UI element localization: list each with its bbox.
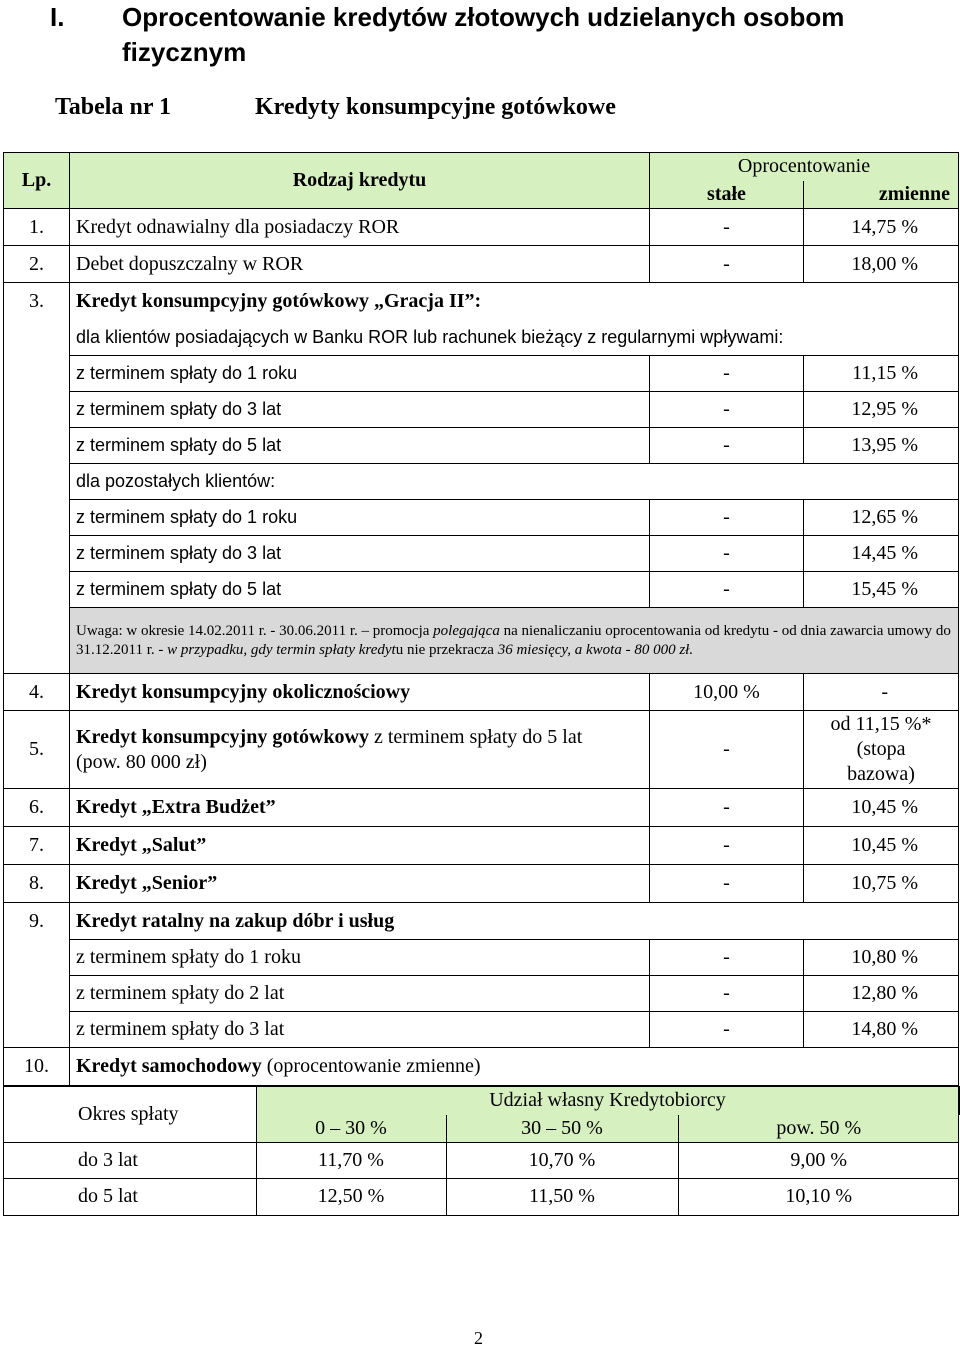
row-lp: 10. xyxy=(4,1048,70,1086)
row-zmienne: 10,45 % xyxy=(804,789,959,827)
header-lp: Lp. xyxy=(4,153,70,209)
table-row xyxy=(4,940,959,976)
row-name: z terminem spłaty do 5 lat xyxy=(70,428,650,464)
row-zmienne: 13,95 % xyxy=(804,428,959,464)
row-name: Kredyt „Salut” xyxy=(70,827,650,865)
row-zmienne: 10,45 % xyxy=(804,827,959,865)
row-lp: 6. xyxy=(4,789,70,827)
row-name: Kredyt konsumpcyjny gotówkowy „Gracja II”: xyxy=(70,283,959,320)
row-stale: - xyxy=(650,865,804,903)
table-row xyxy=(4,572,959,608)
table-row xyxy=(4,1012,959,1048)
group-label: dla pozostałych klientów: xyxy=(70,464,959,500)
row-stale: - xyxy=(650,940,804,976)
row-stale: - xyxy=(650,536,804,572)
header-rodzaj: Rodzaj kredytu xyxy=(70,153,650,209)
table-row xyxy=(4,209,959,246)
table-row xyxy=(4,246,959,283)
table-row xyxy=(4,500,959,536)
row-name: Kredyt „Extra Budżet” xyxy=(70,789,650,827)
row-stale: - xyxy=(650,572,804,608)
header-oprocentowanie: Oprocentowanie xyxy=(650,153,959,181)
table-row xyxy=(4,827,959,865)
table-row xyxy=(4,865,959,903)
row-name: Kredyt konsumpcyjny okolicznościowy xyxy=(70,674,650,711)
row-lp: 1. xyxy=(4,209,70,246)
row-name: Kredyt odnawialny dla posiadaczy ROR xyxy=(70,209,650,246)
row-lp: 5. xyxy=(4,711,70,789)
group-label: dla klientów posiadających w Banku ROR lub rachunek bieżący z regularnymi wpływami: xyxy=(70,320,959,356)
table-title: Kredyty konsumpcyjne gotówkowe xyxy=(255,94,616,120)
udzial-header: Udział własny Kredytobiorcy xyxy=(256,1087,959,1115)
row-name: z terminem spłaty do 5 lat xyxy=(70,572,650,608)
row-lp: 4. xyxy=(4,674,70,711)
row-name: Kredyt konsumpcyjny gotówkowy z terminem spłaty do 5 lat (pow. 80 000 zł) xyxy=(70,711,650,789)
row-zmienne: 12,95 % xyxy=(804,392,959,428)
row-stale: - xyxy=(650,356,804,392)
row-lp: 9. xyxy=(4,903,70,940)
row-stale: - xyxy=(650,827,804,865)
header-zmienne: zmienne xyxy=(804,181,959,209)
table-row xyxy=(4,428,959,464)
row-zmienne: 12,80 % xyxy=(804,976,959,1012)
page-number: 2 xyxy=(474,1328,483,1348)
table-row xyxy=(4,356,959,392)
row-zmienne: 14,75 % xyxy=(804,209,959,246)
header-stale: stałe xyxy=(650,181,804,209)
row-lp: 7. xyxy=(4,827,70,865)
table-row xyxy=(4,392,959,428)
row-name: Kredyt samochodowy (oprocentowanie zmienne) xyxy=(70,1048,959,1086)
okres-header: Okres spłaty xyxy=(4,1087,256,1143)
row-stale: - xyxy=(650,500,804,536)
row-okres: do 5 lat xyxy=(4,1179,256,1215)
row-value: 10,10 % xyxy=(678,1179,959,1215)
promo-note: Uwaga: w okresie 14.02.2011 r. - 30.06.2011 r. – promocja polegająca na nienaliczaniu oprocentowania od kredytu - od dnia zawarcia umowy do 31.12.2011 r. - w przypadku, gdy termin spłaty kredytu nie przekracza 36 miesięcy, a kwota - 80 000 zł. xyxy=(70,608,959,674)
row-value: 12,50 % xyxy=(256,1179,446,1215)
row-lp: 8. xyxy=(4,865,70,903)
row-zmienne: 14,45 % xyxy=(804,536,959,572)
row-stale: - xyxy=(650,209,804,246)
row-name: z terminem spłaty do 3 lat xyxy=(70,1012,650,1048)
row-stale: - xyxy=(650,711,804,789)
row-zmienne: 14,80 % xyxy=(804,1012,959,1048)
row-zmienne: 10,80 % xyxy=(804,940,959,976)
row-stale: 10,00 % xyxy=(650,674,804,711)
row-zmienne: 18,00 % xyxy=(804,246,959,283)
row-stale: - xyxy=(650,789,804,827)
car-loan-table xyxy=(4,1086,960,1215)
row-stale: - xyxy=(650,1012,804,1048)
section-number: I. xyxy=(50,2,65,32)
row-stale: - xyxy=(650,246,804,283)
table-row xyxy=(4,674,959,711)
row-name: z terminem spłaty do 3 lat xyxy=(70,392,650,428)
table-row xyxy=(4,711,959,789)
rates-table xyxy=(3,152,959,1216)
table-row xyxy=(4,903,959,940)
table-label: Tabela nr 1 xyxy=(55,94,172,120)
row-zmienne: od 11,15 %* (stopa bazowa) xyxy=(804,711,959,789)
col-header: 0 – 30 % xyxy=(256,1115,446,1143)
table-row xyxy=(4,789,959,827)
row-name: z terminem spłaty do 1 roku xyxy=(70,500,650,536)
row-zmienne: 15,45 % xyxy=(804,572,959,608)
row-lp: 2. xyxy=(4,246,70,283)
table-row xyxy=(4,283,959,320)
row-value: 11,70 % xyxy=(256,1143,446,1179)
row-value: 11,50 % xyxy=(446,1179,678,1215)
table-row xyxy=(4,1143,959,1179)
row-zmienne: - xyxy=(804,674,959,711)
table-row xyxy=(4,1048,959,1086)
col-header: 30 – 50 % xyxy=(446,1115,678,1143)
row-lp: 3. xyxy=(4,283,70,320)
row-name: Kredyt ratalny na zakup dóbr i usług xyxy=(70,903,959,940)
row-name: z terminem spłaty do 1 roku xyxy=(70,940,650,976)
row-name: z terminem spłaty do 2 lat xyxy=(70,976,650,1012)
row-stale: - xyxy=(650,976,804,1012)
row-value: 9,00 % xyxy=(678,1143,959,1179)
row-name: z terminem spłaty do 1 roku xyxy=(70,356,650,392)
section-title: Oprocentowanie kredytów złotowych udzielanych osobom fizycznym xyxy=(122,2,845,67)
table-header-row xyxy=(4,153,959,181)
row-name: Kredyt „Senior” xyxy=(70,865,650,903)
row-stale: - xyxy=(650,428,804,464)
row-okres: do 3 lat xyxy=(4,1143,256,1179)
row-zmienne: 12,65 % xyxy=(804,500,959,536)
table-row xyxy=(4,1179,959,1215)
row-name: Debet dopuszczalny w ROR xyxy=(70,246,650,283)
table-row xyxy=(4,536,959,572)
table-row xyxy=(4,976,959,1012)
row-zmienne: 11,15 % xyxy=(804,356,959,392)
row-value: 10,70 % xyxy=(446,1143,678,1179)
row-stale: - xyxy=(650,392,804,428)
row-name: z terminem spłaty do 3 lat xyxy=(70,536,650,572)
row-zmienne: 10,75 % xyxy=(804,865,959,903)
col-header: pow. 50 % xyxy=(678,1115,959,1143)
